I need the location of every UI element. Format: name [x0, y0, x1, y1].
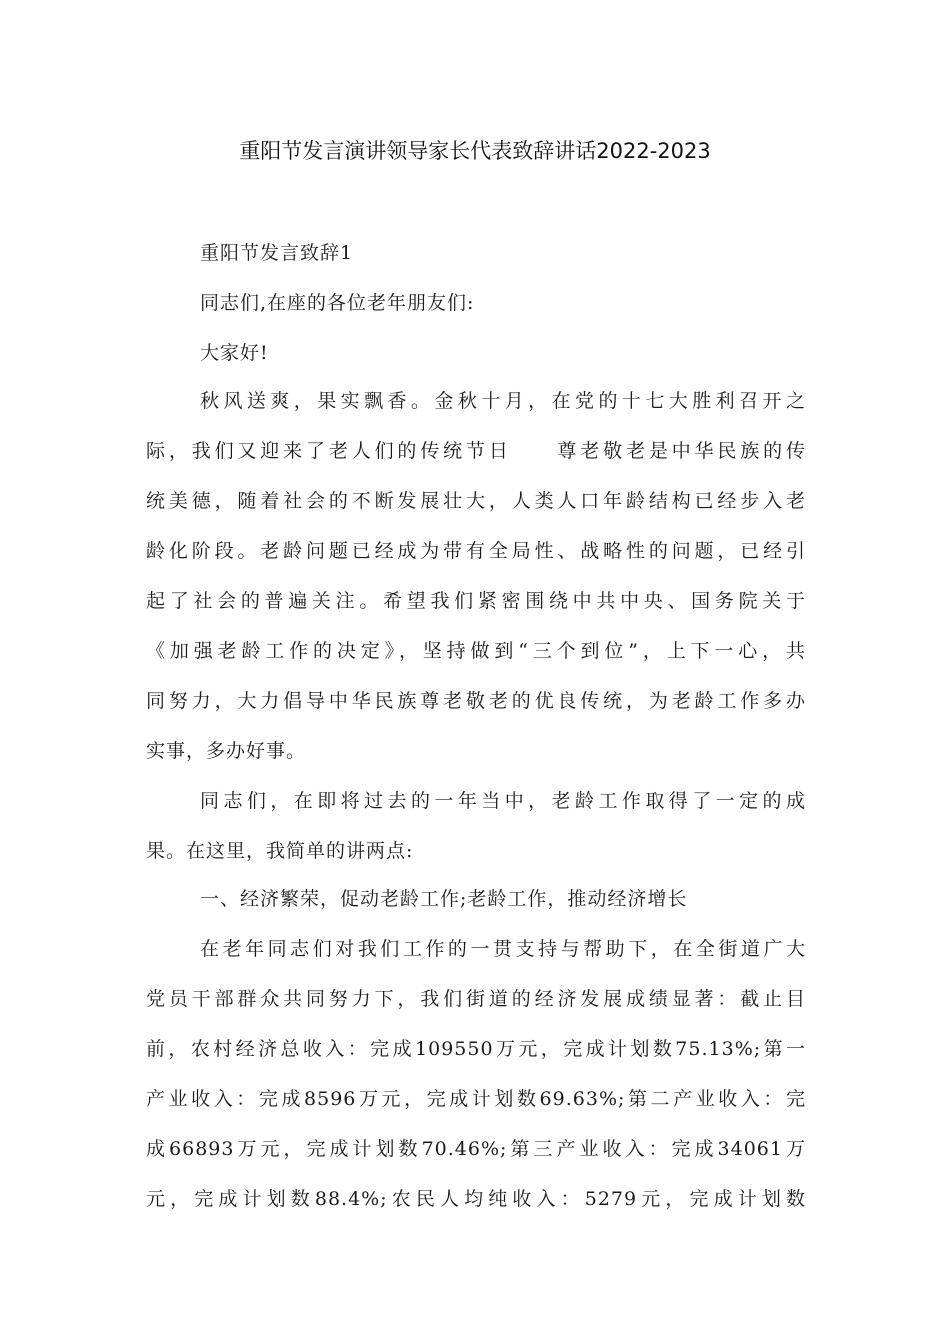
paragraph-line: 果。在这里，我简单的讲两点: [146, 840, 414, 862]
paragraph-line: 起了社会的普遍关注。希望我们紧密围绕中共中央、国务院关于 [146, 590, 806, 612]
paragraph-line: 实事，多办好事。 [146, 740, 307, 762]
paragraph-line: 元，完成计划数88.4%;农民人均纯收入：5279元，完成计划数 [146, 1188, 806, 1210]
paragraph-line: 同志们，在即将过去的一年当中，老龄工作取得了一定的成 [200, 790, 806, 812]
document-title: 重阳节发言演讲领导家长代表致辞讲话2022-2023 [239, 139, 711, 163]
section-heading: 重阳节发言致辞1 [200, 242, 354, 264]
paragraph-line: 成66893万元，完成计划数70.46%;第三产业收入：完成34061万 [146, 1138, 806, 1160]
paragraph-line: 龄化阶段。老龄问题已经成为带有全局性、战略性的问题，已经引 [146, 540, 806, 562]
salutation: 同志们,在座的各位老年朋友们: [200, 292, 475, 314]
paragraph-line: 在老年同志们对我们工作的一贯支持与帮助下，在全街道广大 [200, 938, 806, 960]
paragraph-line: 《加强老龄工作的决定》，坚持做到“三个到位”，上下一心，共 [146, 640, 806, 662]
paragraph-line: 统美德，随着社会的不断发展壮大，人类人口年龄结构已经步入老 [146, 490, 806, 512]
paragraph-line: 同努力，大力倡导中华民族尊老敬老的优良传统，为老龄工作多办 [146, 690, 806, 712]
paragraph-line: 前，农村经济总收入：完成109550万元，完成计划数75.13%;第一 [146, 1038, 806, 1060]
greeting: 大家好! [200, 342, 269, 364]
paragraph-line: 党员干部群众共同努力下，我们街道的经济发展成绩显著：截止目 [146, 988, 806, 1010]
paragraph-line: 际，我们又迎来了老人们的传统节日 尊老敬老是中华民族的传 [146, 440, 806, 462]
subsection-heading: 一、经济繁荣，促动老龄工作;老龄工作，推动经济增长 [200, 888, 688, 910]
paragraph-line: 产业收入：完成8596万元，完成计划数69.63%;第二产业收入：完 [146, 1088, 806, 1110]
paragraph-line: 秋风送爽，果实飘香。金秋十月，在党的十七大胜利召开之 [200, 390, 806, 412]
